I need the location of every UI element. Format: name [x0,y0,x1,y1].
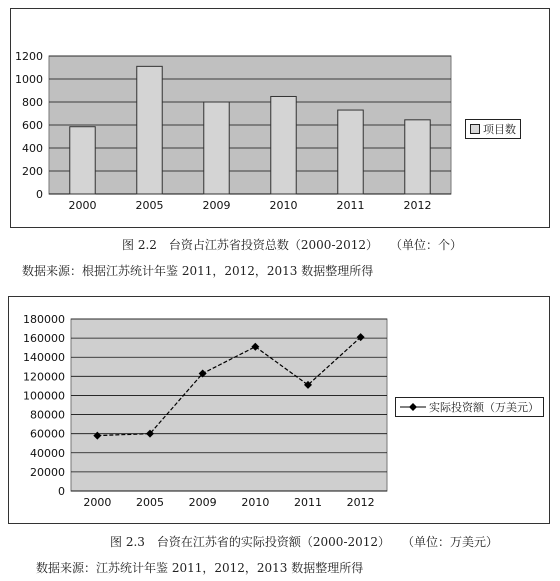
x-tick-label: 2000 [68,199,97,212]
bar-chart-frame [10,8,550,228]
bar [338,110,363,194]
x-tick-label: 2009 [188,496,217,509]
bar-legend-label: 项目数 [483,123,516,136]
y-tick-label: 0 [58,485,65,498]
y-tick-label: 200 [22,165,43,178]
x-tick-label: 2010 [241,496,270,509]
y-tick-label: 600 [22,119,43,132]
x-tick-label: 2005 [136,496,164,509]
y-tick-label: 160000 [23,332,65,346]
x-tick-label: 2011 [294,496,322,509]
x-tick-label: 2012 [403,199,432,212]
bar [70,127,95,194]
y-tick-label: 120000 [23,370,65,384]
figure-2-3-source: 数据来源：江苏统计年鉴 2011，2012，2013 数据整理所得 [36,561,364,575]
bar [204,102,229,194]
y-tick-label: 140000 [23,351,65,365]
y-tick-label: 1200 [15,50,43,63]
bar-chart-legend [465,119,521,139]
x-tick-label: 2012 [346,496,375,509]
y-tick-label: 800 [22,96,43,109]
bar [405,120,430,194]
x-tick-label: 2009 [202,199,231,212]
y-tick-label: 100000 [23,389,65,403]
bar-chart-svg [11,9,549,227]
y-tick-label: 0 [36,188,43,201]
legend-swatch [470,124,480,134]
x-tick-label: 2005 [135,199,164,212]
y-tick-label: 400 [22,142,43,155]
legend-line-marker [400,402,426,412]
line-chart-frame [8,296,550,524]
bar [271,96,296,194]
plot-area [71,319,387,491]
y-tick-label: 60000 [30,427,65,441]
y-tick-label: 80000 [30,408,65,422]
bar [137,66,162,194]
y-tick-label: 40000 [30,446,65,460]
x-tick-label: 2000 [83,496,112,509]
line-legend-label: 实际投资额（万美元） [429,401,539,414]
y-tick-label: 20000 [30,465,65,479]
y-tick-label: 1000 [15,73,43,86]
y-tick-label: 180000 [23,313,65,326]
figure-2-2-source: 数据来源：根据江苏统计年鉴 2011，2012，2013 数据整理所得 [22,264,374,278]
figure-2-2-caption: 图 2.2 台资占江苏省投资总数（2000-2012） （单位：个） [122,238,463,252]
figure-2-3-caption: 图 2.3 台资在江苏省的实际投资额（2000-2012） （单位：万美元） [110,535,499,549]
line-chart-legend [395,397,544,417]
x-tick-label: 2010 [269,199,298,212]
x-tick-label: 2011 [336,199,365,212]
